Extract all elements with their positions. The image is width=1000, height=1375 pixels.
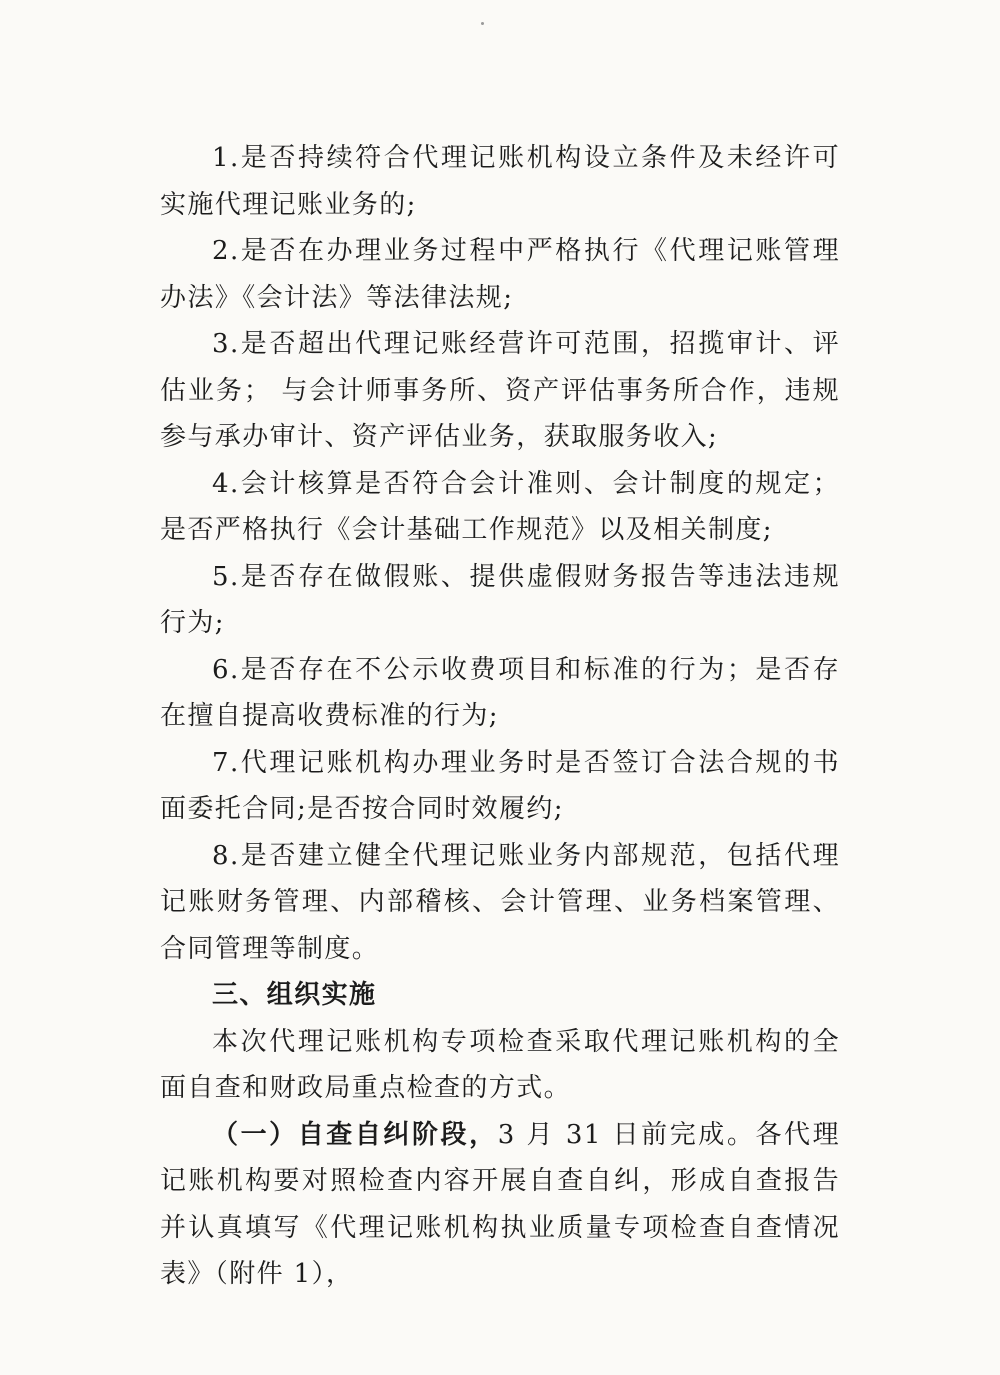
item-6: 6.是否存在不公示收费项目和标准的行为；是否存在擅自提高收费标准的行为; [160,654,840,731]
item-7: 7.代理记账机构办理业务时是否签订合法合规的书面委托合同;是否按合同时效履约; [160,747,840,824]
item-5: 5.是否存在做假账、提供虚假财务报告等违法违规行为; [160,561,840,638]
item-1: 1.是否持续符合代理记账机构设立条件及未经许可实施代理记账业务的; [160,143,840,220]
item-8: 8.是否建立健全代理记账业务内部规范，包括代理记账财务管理、内部稽核、会计管理、业务档案管理、合同管理等制度。 [160,840,840,964]
scan-mark [481,22,484,25]
section-heading: 三、组织实施 [212,980,377,1010]
intro-paragraph: 本次代理记账机构专项检查采取代理记账机构的全面自查和财政局重点检查的方式。 [160,1026,840,1103]
stage1-lead: （一）自查自纠阶段， [212,1119,498,1150]
stage1-text: 3 月 31 日前完成。各代理记账机构要对照检查内容开展自查自纠，形成自查报告并认真填写《代理记账机构执业质量专项检查自查情况表》（附件 1）， [160,1119,840,1289]
document-body [160,135,840,1298]
stage1-paragraph [160,1112,840,1298]
item-3: 3.是否超出代理记账经营许可范围，招揽审计、评估业务； 与会计师事务所、资产评估事务所合作，违规参与承办审计、资产评估业务，获取服务收入; [160,329,840,452]
item-4: 4.会计核算是否符合会计准则、会计制度的规定；是否严格执行《会计基础工作规范》以及相关制度; [160,468,840,545]
item-2: 2.是否在办理业务过程中严格执行《代理记账管理办法》《会计法》等法律法规; [160,236,840,313]
